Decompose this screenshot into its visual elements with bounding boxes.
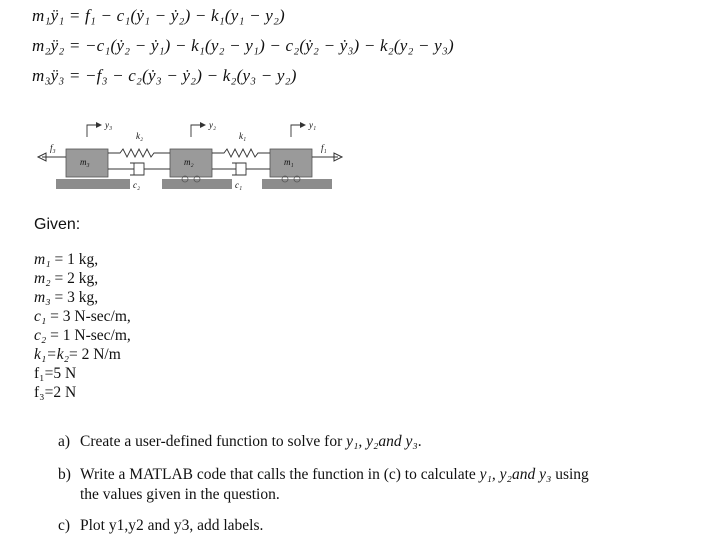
given-line: c₁ = 3 N-sec/m,: [34, 308, 131, 325]
ground-block-3: [56, 179, 130, 189]
task-c: c) Plot y1,y2 and y3, add labels.: [58, 517, 264, 534]
label-c2: c₂: [133, 180, 141, 190]
spring-k1: [212, 149, 270, 157]
given-line: m₂ = 2 kg,: [34, 270, 99, 287]
given-line: f₁=5 N: [34, 365, 77, 382]
label-k2: k₂: [136, 131, 144, 141]
label-y3: y₃: [105, 120, 113, 130]
task-a: a) Create a user-defined function to solve for y₁, y₂and y₃.: [58, 433, 422, 450]
given-line: f₃=2 N: [34, 384, 77, 401]
task-b: b) Write a MATLAB code that calls the function in (c) to calculate y₁, y₂and y₃ using the values given in the question.: [58, 466, 589, 503]
ground-block-2: [162, 179, 232, 189]
label-m2: m₂: [184, 157, 194, 167]
label-m3: m₃: [80, 157, 90, 167]
mass-spring-damper-diagram: [36, 115, 366, 200]
ground-block-1: [262, 179, 332, 189]
label-k1: k₁: [239, 131, 247, 141]
given-line: c₂ = 1 N-sec/m,: [34, 327, 131, 344]
given-line: m₁ = 1 kg,: [34, 251, 99, 268]
label-m1: m₁: [284, 157, 294, 167]
equation-mass-2: m₂ÿ₂ = −c₁(ẏ₂ − ẏ₁) − k₁(y₂ − y₁) − c₂(ẏ₂ − ẏ₃) − k₂(y₂ − y₃): [32, 36, 454, 55]
equation-mass-1: m₁ÿ₁ = f₁ − c₁(ẏ₁ − ẏ₂) − k₁(y₁ − y₂): [32, 6, 285, 25]
equation-mass-3: m₃ÿ₃ = −f₃ − c₂(ẏ₃ − ẏ₂) − k₂(y₃ − y₂): [32, 66, 297, 85]
given-line: m₃ = 3 kg,: [34, 289, 99, 306]
label-y2: y₂: [209, 120, 217, 130]
label-f1: f₁: [321, 143, 327, 153]
given-heading: Given:: [34, 216, 81, 233]
spring-k2: [108, 149, 170, 157]
label-y1: y₁: [309, 120, 317, 130]
given-line: k₁=k₂= 2 N/m: [34, 346, 121, 363]
label-f3: f₃: [50, 143, 56, 153]
task-b-continuation: the values given in the question.: [80, 486, 280, 503]
label-c1: c₁: [235, 180, 243, 190]
